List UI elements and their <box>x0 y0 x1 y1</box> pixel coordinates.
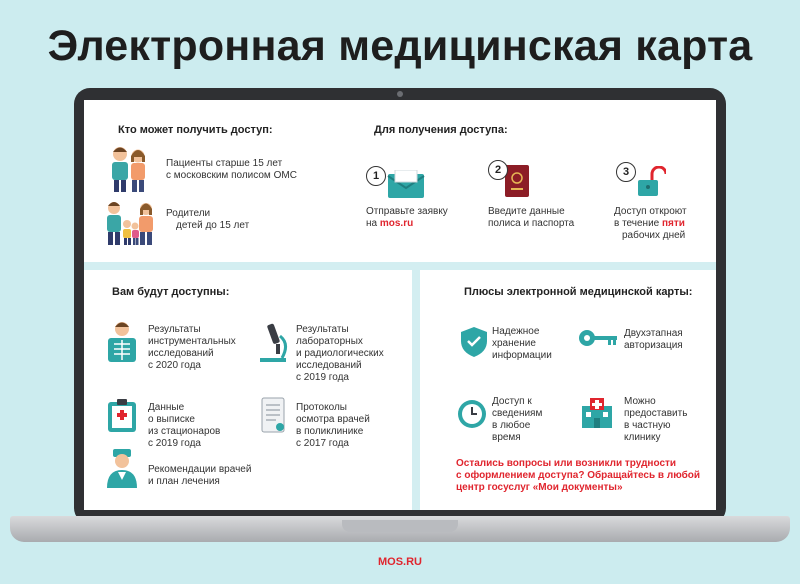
camera-icon <box>397 91 403 97</box>
benefit-item-1: Надежное хранение информации <box>492 326 552 361</box>
laptop-notch <box>342 520 458 532</box>
access-item-1: Пациенты старше 15 лет с московским полисом ОМС <box>166 158 297 181</box>
clinic-building-icon <box>580 396 614 430</box>
laptop-screen <box>84 100 716 510</box>
available-item-4: Протоколы осмотра врачей в поликлинике с 2017 года <box>296 402 370 449</box>
key-icon <box>578 328 618 348</box>
available-panel <box>84 270 412 510</box>
xray-patient-icon <box>104 320 140 364</box>
available-item-2: Результаты лабораторных и радиологических исследований с 2019 года <box>296 324 384 383</box>
access-item-2: Родители детей до 15 лет <box>166 208 250 231</box>
step-3-text: Доступ откроют в течение пяти рабочих дней <box>614 206 687 241</box>
medical-clipboard-icon <box>106 398 138 434</box>
available-item-1: Результаты инструментальных исследований с 2020 года <box>148 324 236 371</box>
step-1-number: 1 <box>366 166 386 186</box>
steps-heading: Для получения доступа: <box>374 124 508 136</box>
document-scroll-icon <box>256 396 290 436</box>
doctor-icon <box>104 448 140 490</box>
step-2-text: Введите данные полиса и паспорта <box>488 206 575 229</box>
page-title: Электронная медицинская карта <box>47 22 753 70</box>
footer-brand: MOS.RU <box>378 556 422 568</box>
benefits-heading: Плюсы электронной медицинской карты: <box>464 286 693 298</box>
family-couple-icon <box>104 144 152 194</box>
step-2-number: 2 <box>488 160 508 180</box>
benefit-item-4: Можно предоставить в частную клинику <box>624 396 688 443</box>
shield-icon <box>460 326 488 358</box>
clock-icon <box>456 398 488 430</box>
available-item-3: Данные о выписке из стационаров с 2019 года <box>148 402 221 449</box>
step-1-text: Отправьте заявку на mos.ru <box>366 206 448 229</box>
access-panel <box>84 100 716 262</box>
step-3-number: 3 <box>616 162 636 182</box>
access-heading: Кто может получить доступ: <box>118 124 273 136</box>
envelope-icon <box>386 170 426 200</box>
available-item-5: Рекомендации врачей и план лечения <box>148 464 252 487</box>
microscope-icon <box>256 322 290 364</box>
mos-link[interactable]: mos.ru <box>379 218 414 229</box>
benefit-item-2: Двухэтапная авторизация <box>624 328 683 351</box>
unlocked-padlock-icon <box>636 166 666 198</box>
parents-children-icon <box>102 198 158 248</box>
help-note: Остались вопросы или возникли трудности с оформлением доступа? Обращайтесь в любой центр госуслуг «Мои документы» <box>456 458 701 493</box>
available-heading: Вам будут доступны: <box>112 286 230 298</box>
benefit-item-3: Доступ к сведениям в любое время <box>492 396 543 443</box>
benefits-panel <box>420 270 716 510</box>
